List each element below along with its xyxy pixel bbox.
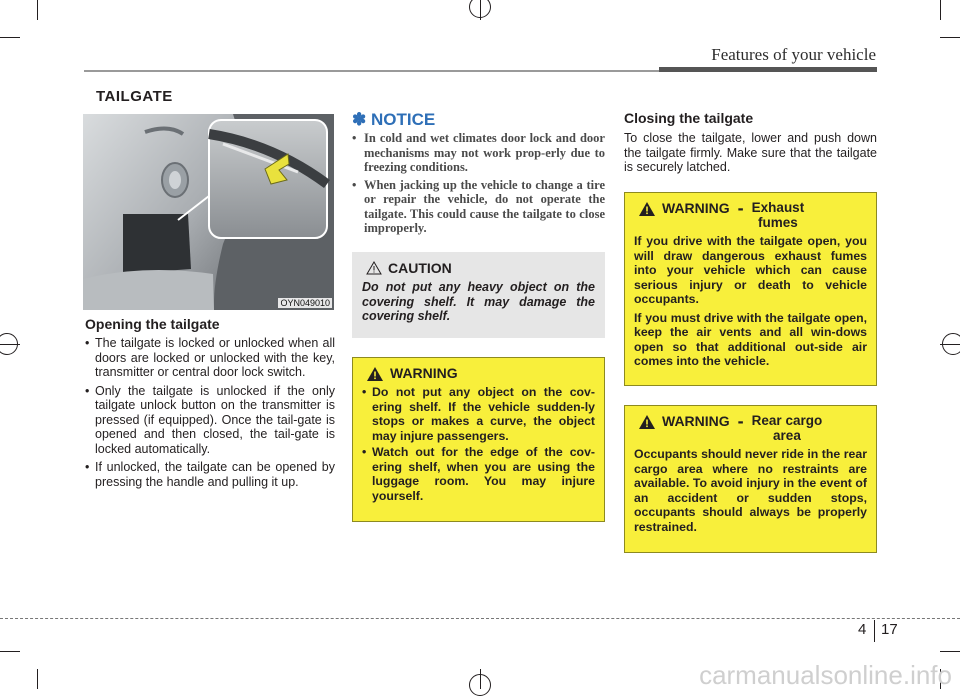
notice-item: • When jacking up the vehicle to change a tire or repair the vehicle, do not operate the tailgate. This could cause the tailgate to close improperly. [352, 178, 605, 236]
warning-shelf-item: • Watch out for the edge of the cov-ering shelf, when you are using the luggage room. You may injure yourself. [362, 445, 595, 503]
warning-triangle-icon [638, 201, 656, 217]
footer-dashed-rule [0, 618, 960, 619]
chapter-header-title: Features of your vehicle [711, 45, 876, 64]
crop-mark [480, 0, 481, 20]
crop-mark [0, 651, 20, 652]
warning-exhaust-subtitle-line1: Exhaust [751, 200, 805, 215]
caution-text: Do not put any heavy object on the covering shelf. It may damage the covering shelf. [362, 280, 595, 323]
warning-shelf-box [352, 357, 605, 522]
notice-item: • In cold and wet climates door lock and door mechanisms may not work prop-erly due to freezing conditions. [352, 131, 605, 175]
crop-mark [480, 669, 481, 689]
warning-cargo-subtitle-line1: Rear cargo [751, 413, 823, 428]
opening-list [85, 336, 335, 493]
warning-exhaust-subtitle-line2: fumes [758, 214, 798, 230]
caution-title: CAUTION [388, 260, 452, 276]
warning-shelf-header [366, 366, 595, 382]
page-chapter: 4 [858, 621, 867, 638]
caution-triangle-icon [366, 261, 382, 275]
opening-item: • Only the tailgate is unlocked if the only tailgate unlock button on the transmitter is pressed (if equipped). Once the tail-gate is opened and then closed, the tail-gate is locked automatically. [85, 384, 335, 457]
warning-shelf-item: • Do not put any object on the cov-ering shelf. If the vehicle sudden-ly stops or makes a curve, the object may injure passengers. [362, 385, 595, 443]
crop-mark [37, 669, 38, 689]
crop-mark [940, 37, 960, 38]
crop-mark [0, 37, 20, 38]
warning-exhaust-para: If you must drive with the tailgate open, keep the air vents and all win-dows open so that additional out-side air comes into the vehicle. [634, 310, 867, 368]
warning-exhaust-subtitle [752, 201, 805, 230]
warning-cargo-header [638, 411, 867, 443]
closing-text: To close the tailgate, lower and push down the tailgate firmly. Make sure that the tailgate is securely latched. [624, 131, 877, 174]
tailgate-illustration [83, 114, 334, 310]
warning-exhaust-para: If you drive with the tailgate open, you will draw dangerous exhaust fumes into your vehicle which can cause serious injury or death to vehicle occupants. [634, 234, 867, 306]
warning-exhaust-dash: - [737, 198, 744, 218]
warning-cargo-subtitle-line2: area [773, 427, 801, 443]
warning-exhaust-header [638, 198, 867, 230]
warning-cargo-subtitle [752, 414, 823, 443]
notice-title: ✽ NOTICE [352, 110, 436, 129]
caution-box [352, 252, 605, 338]
crop-mark [940, 344, 960, 345]
page-number-divider [874, 620, 875, 642]
watermark: carmanualsonline.info [699, 660, 952, 690]
page-number: 17 [881, 621, 898, 638]
warning-triangle-icon [638, 414, 656, 430]
warning-exhaust-title: WARNING [662, 200, 730, 216]
notice-list [352, 131, 605, 239]
warning-triangle-icon [366, 366, 384, 382]
warning-cargo-para: Occupants should never ride in the rear cargo area where no restraints are available. To avoid injury in the event of an accident or sudden stops, occupants should always be properly restrained. [634, 447, 867, 534]
warning-cargo-box [624, 405, 877, 553]
warning-shelf-title: WARNING [390, 365, 458, 381]
section-title: TAILGATE [96, 88, 173, 105]
tailgate-photo [83, 114, 334, 310]
warning-exhaust-box [624, 192, 877, 386]
header-rule-accent [659, 67, 877, 72]
crop-mark [0, 344, 20, 345]
crop-mark [37, 0, 38, 20]
crop-mark [940, 651, 960, 652]
opening-title: Opening the tailgate [85, 316, 220, 332]
opening-item: • If unlocked, the tailgate can be opened by pressing the handle and pulling it up. [85, 460, 335, 489]
caution-header [366, 260, 595, 276]
warning-cargo-dash: - [737, 411, 744, 431]
opening-item: • The tailgate is locked or unlocked when all doors are locked or unlocked with the key, transmitter or central door lock switch. [85, 336, 335, 380]
warning-cargo-title: WARNING [662, 413, 730, 429]
crop-mark [940, 0, 941, 20]
closing-title: Closing the tailgate [624, 110, 754, 126]
photo-code: OYN049010 [280, 298, 330, 308]
